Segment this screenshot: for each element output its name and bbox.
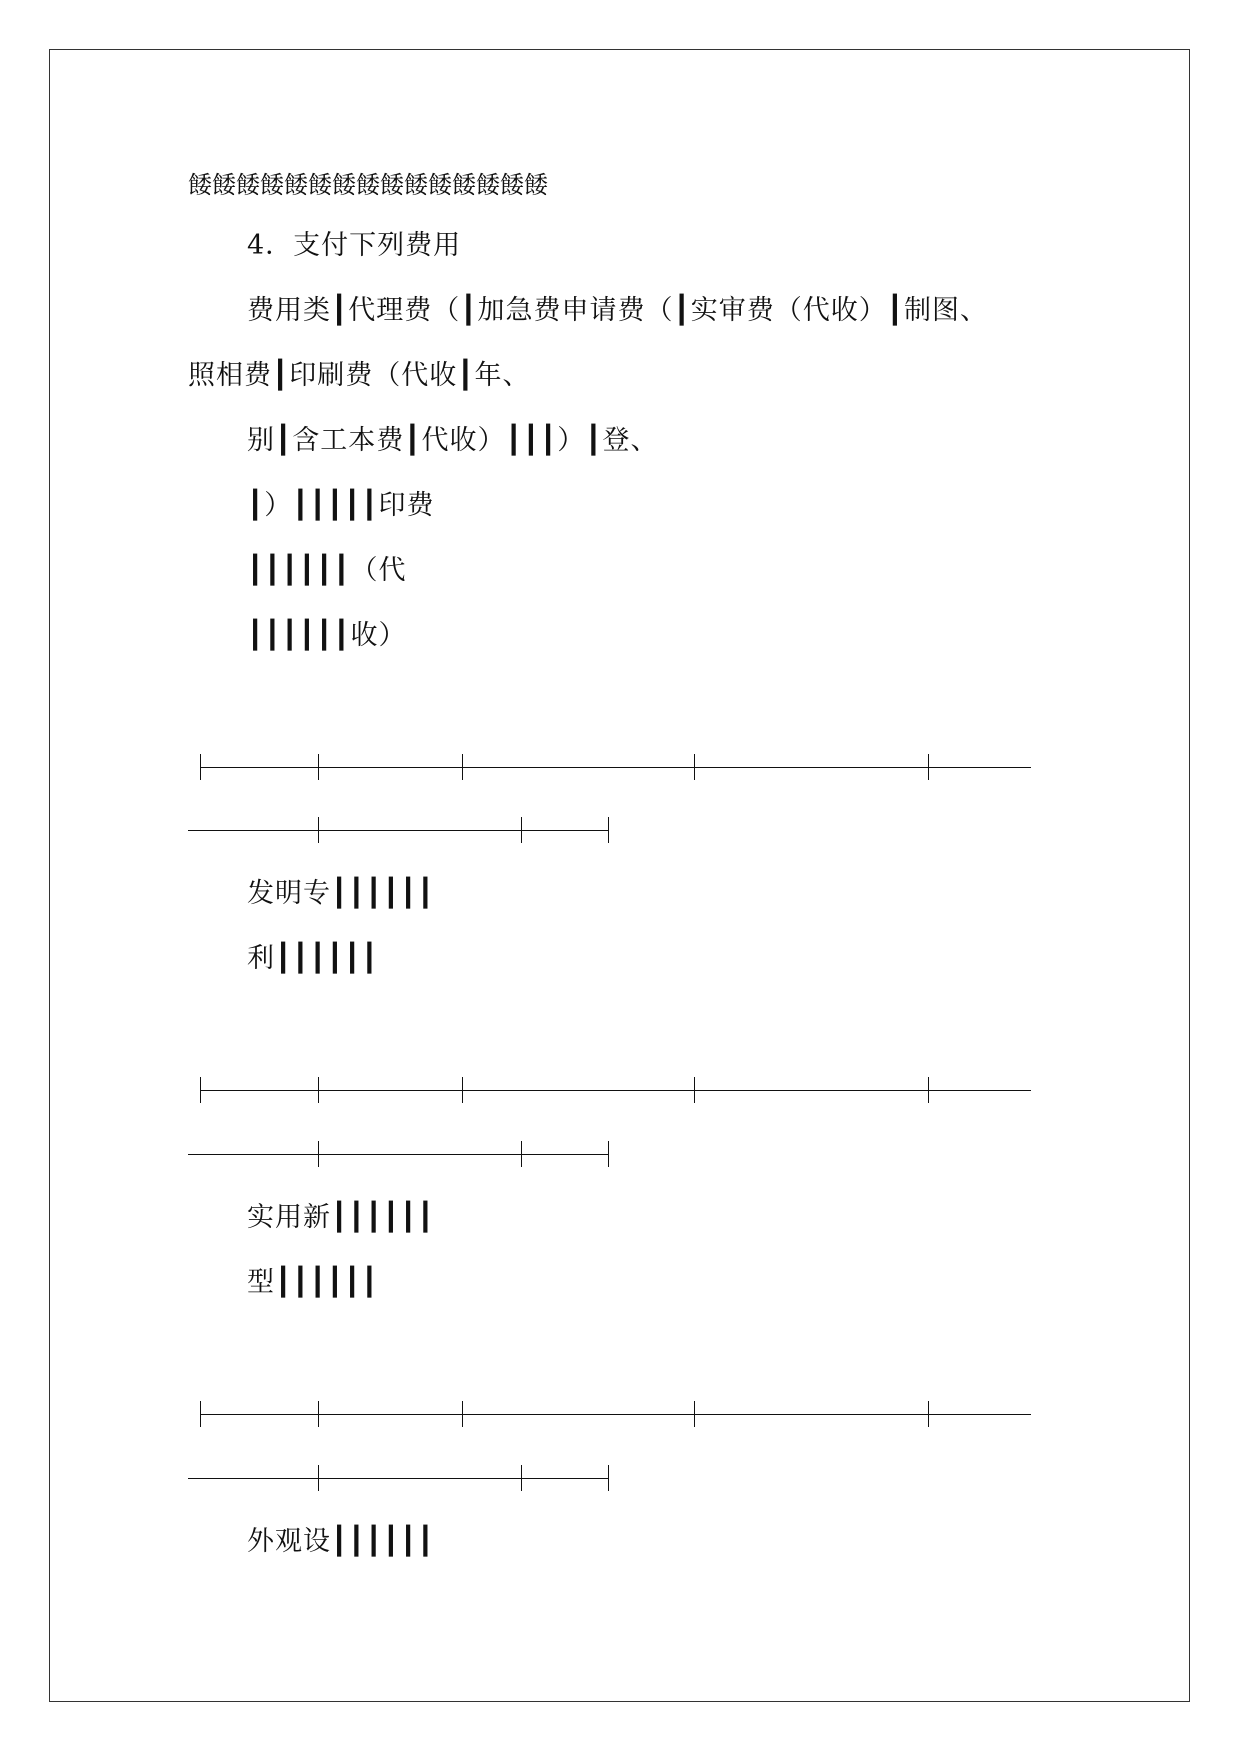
section-heading: 4．支付下列费用 xyxy=(247,230,462,261)
table-row-utility-line-2: 型┃┃┃┃┃┃ xyxy=(247,1267,379,1298)
table-row-invention-line-2: 利┃┃┃┃┃┃ xyxy=(247,943,379,974)
table-header-line-3: 别┃含工本费┃代收）┃┃┃）┃登、 xyxy=(247,425,659,456)
table-header-line-1: 费用类┃代理费（┃加急费申请费（┃实审费（代收）┃制图、 xyxy=(247,295,989,326)
garbled-text-line: 餧餧餧餧餧餧餧餧餧餧餧餧餧餧餧 xyxy=(188,171,548,199)
table-header-line-2: 照相费┃印刷费（代收┃年、 xyxy=(188,360,531,391)
table-row-design-line-1: 外观设┃┃┃┃┃┃ xyxy=(247,1526,435,1557)
table-row-utility-line-1: 实用新┃┃┃┃┃┃ xyxy=(247,1202,435,1233)
table-header-line-4: ┃）┃┃┃┃┃印费 xyxy=(247,490,435,521)
table-row-invention-line-1: 发明专┃┃┃┃┃┃ xyxy=(247,878,435,909)
table-header-line-5: ┃┃┃┃┃┃（代 xyxy=(247,555,407,586)
table-header-line-6: ┃┃┃┃┃┃收） xyxy=(247,620,407,651)
